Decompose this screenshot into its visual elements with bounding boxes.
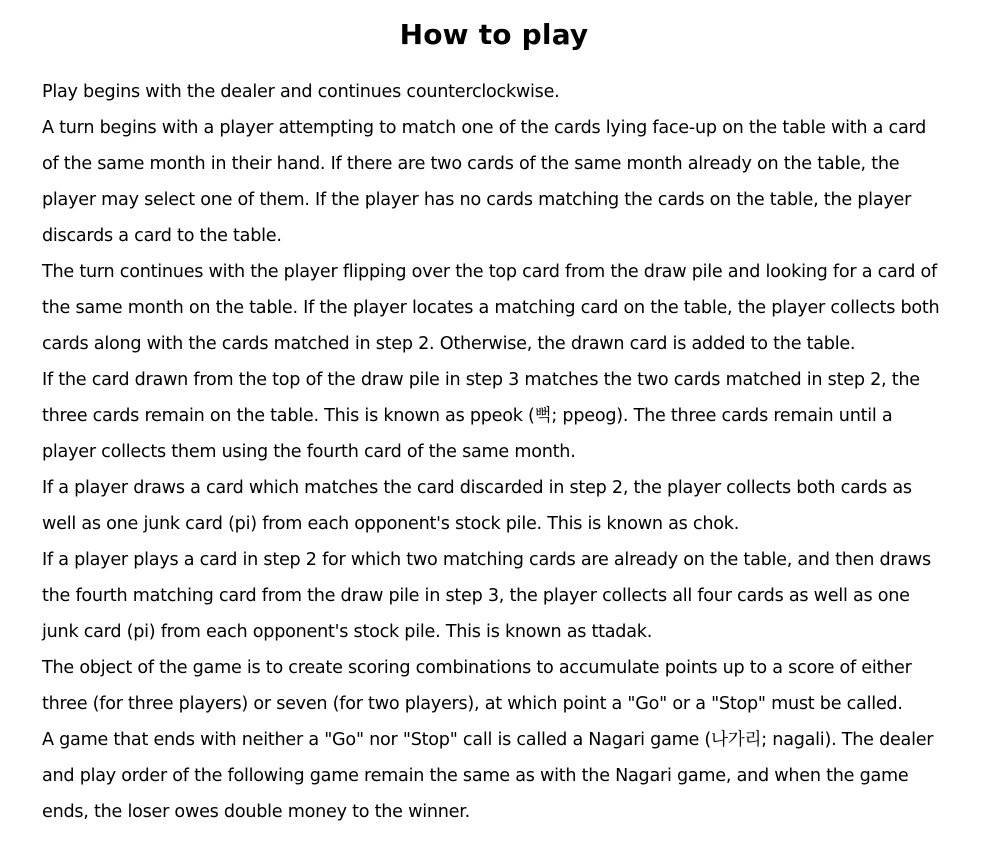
rules-list [42, 74, 946, 830]
rule-paragraph: If a player plays a card in step 2 for which two matching cards are already on the table, and then draws the fourth matching card from the draw pile in step 3, the player collects all four cards as well as one junk card (pi) from each opponent's stock pile. This is known as ttadak. [42, 550, 931, 642]
rule-paragraph: Play begins with the dealer and continues counterclockwise. [42, 82, 560, 102]
rule-paragraph: If a player draws a card which matches the card discarded in step 2, the player collects both cards as well as one junk card (pi) from each opponent's stock pile. This is known as chok. [42, 478, 912, 534]
rule-paragraph: The turn continues with the player flipping over the top card from the draw pile and looking for a card of the same month on the table. If the player locates a matching card on the table, the player collects both cards along with the cards matched in step 2. Otherwise, the drawn card is added to the table. [42, 262, 940, 354]
rule-paragraph: The object of the game is to create scoring combinations to accumulate points up to a score of either three (for three players) or seven (for two players), at which point a "Go" or a "Stop" must be called. [42, 658, 912, 714]
rule-paragraph: A turn begins with a player attempting to match one of the cards lying face-up on the table with a card of the same month in their hand. If there are two cards of the same month already on the table, the player may select one of them. If the player has no cards matching the cards on the table, the player discards a card to the table. [42, 118, 927, 246]
page-title: How to play [399, 18, 589, 51]
rule-paragraph: A game that ends with neither a "Go" nor "Stop" call is called a Nagari game (나가리; nagali). The dealer and play order of the following game remain the same as with the Nagari game, and when the game ends, the loser owes double money to the winner. [42, 730, 934, 822]
rule-paragraph: If the card drawn from the top of the draw pile in step 3 matches the two cards matched in step 2, the three cards remain on the table. This is known as ppeok (뻑; ppeog). The three cards remain until a player collects them using the fourth card of the same month. [42, 370, 920, 462]
